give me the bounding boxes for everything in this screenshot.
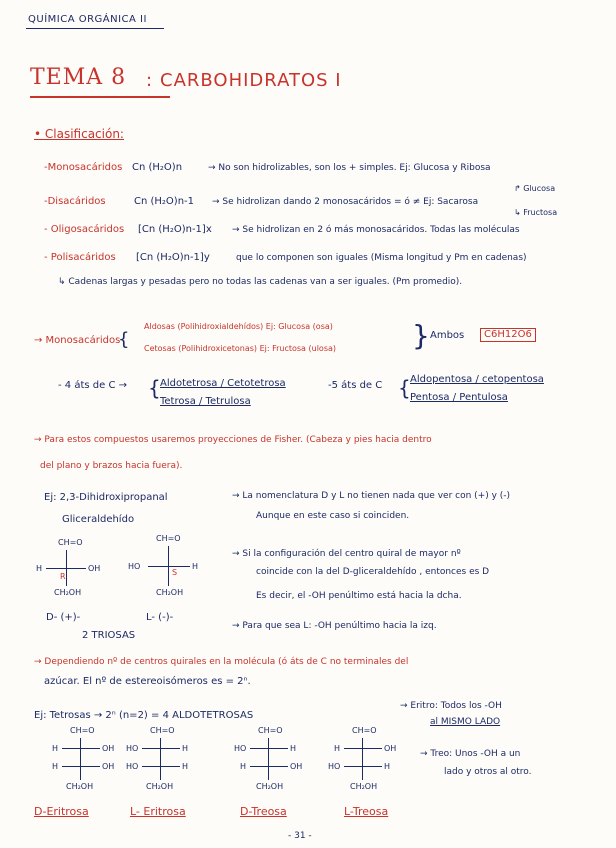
course-header: QUÍMICA ORGÁNICA II <box>28 14 147 25</box>
example-note-4: coincide con la del D-gliceraldehído , entonces es D <box>256 567 490 577</box>
tetrosa-bond-1 <box>142 748 180 749</box>
five-carbon-label: -5 áts de C <box>328 380 383 391</box>
five-carbon-brace: { <box>398 376 411 400</box>
title-underline <box>30 96 170 98</box>
l-config: S <box>172 568 178 577</box>
d-config: R <box>60 572 66 581</box>
tetrosa-bond-1 <box>344 748 382 749</box>
tetrosa-r1-right: H <box>182 744 189 753</box>
treo-note: → Treo: Unos -OH a un <box>420 749 521 759</box>
di-formula: Cn (H₂O)n-1 <box>134 196 195 207</box>
poli-label: - Polisacáridos <box>44 252 116 263</box>
di-label: -Disacáridos <box>44 196 106 207</box>
example-common-name: Gliceraldehído <box>62 514 135 525</box>
l-right-h: H <box>192 562 199 571</box>
tetrosa: Tetrosa / Tetrulosa <box>160 396 251 407</box>
tetrosa-r2-left: HO <box>328 762 341 771</box>
l-bottom-group: CH₂OH <box>156 588 184 597</box>
di-glucosa: ↱ Glucosa <box>514 184 556 193</box>
tetrosa-bond-2 <box>250 766 288 767</box>
tetrosa-bond-2 <box>142 766 180 767</box>
tetrosa-bond-2 <box>344 766 382 767</box>
pentosa: Pentosa / Pentulosa <box>410 392 508 403</box>
monosac-aldosas: Aldosas (Polihidroxialdehídos) Ej: Glucosa (osa) <box>144 322 333 331</box>
d-top-group: CH=O <box>58 538 83 547</box>
monosac-brace: { <box>118 329 130 350</box>
tetrosa-r1-left: HO <box>126 744 139 753</box>
tetrosas-example: Ej: Tetrosas → 2ⁿ (n=2) = 4 ALDOTETROSAS <box>34 710 254 721</box>
d-label: D- (+)- <box>46 612 81 623</box>
oligo-text: → Se hidrolizan en 2 ó más monosacáridos. Todas las moléculas <box>232 225 520 235</box>
tetrosa-bottom: CH₂OH <box>256 782 284 791</box>
mono-text: → No son hidrolizables, son los + simples. Ej: Glucosa y Ribosa <box>208 163 491 173</box>
eritro-note-2: al MISMO LADO <box>430 717 501 727</box>
tetrosa-name: L- Eritrosa <box>130 805 186 818</box>
tetrosa-r2-left: H <box>240 762 247 771</box>
d-bottom-group: CH₂OH <box>54 588 82 597</box>
monosac-formula-box: C6H12O6 <box>480 328 536 342</box>
example-note-3: → Si la configuración del centro quiral de mayor nº <box>232 549 461 559</box>
tetrosa-vertical-bond <box>268 738 269 780</box>
fischer-intro-2: del plano y brazos hacia fuera). <box>40 461 183 471</box>
oligo-formula: [Cn (H₂O)n-1]x <box>138 224 212 235</box>
tetrosa-structure-1 <box>34 726 124 822</box>
tetrosa-structure-2 <box>126 726 210 822</box>
tetrosa-bottom: CH₂OH <box>66 782 94 791</box>
tetrosa-r1-right: OH <box>384 744 397 753</box>
tetrosa-bond-2 <box>62 766 100 767</box>
title-topic: CARBOHIDRATOS I <box>160 70 342 91</box>
quiral-line-2: azúcar. El nº de estereoisómeros es = 2ⁿ. <box>44 676 251 687</box>
four-carbon-brace: { <box>148 376 161 400</box>
l-horizontal-bond <box>148 566 190 567</box>
title-colon: : <box>146 70 154 91</box>
example-note-2: Aunque en este caso si coinciden. <box>256 511 410 521</box>
tema-title: TEMA 8 <box>30 65 127 90</box>
tetrosa-vertical-bond <box>362 738 363 780</box>
quiral-line-1: → Dependiendo nº de centros quirales en la molécula (ó áts de C no terminales del <box>34 657 409 667</box>
header-underline <box>26 28 164 29</box>
tetrosa-vertical-bond <box>160 738 161 780</box>
poli-line2: ↳ Cadenas largas y pesadas pero no todas las cadenas van a ser iguales. (Pm promedio). <box>58 277 463 287</box>
d-right-oh: OH <box>88 564 101 573</box>
example-note-5: Es decir, el -OH penúltimo está hacia la dcha. <box>256 591 462 601</box>
tetrosa-name: D-Eritrosa <box>34 805 89 818</box>
tetrosa-bond-1 <box>250 748 288 749</box>
tetrosa-bottom: CH₂OH <box>350 782 378 791</box>
fischer-intro-1: → Para estos compuestos usaremos proyecciones de Fisher. (Cabeza y pies hacia dentro <box>34 435 432 445</box>
tetrosa-r1-left: H <box>52 744 59 753</box>
example-note-1: → La nomenclatura D y L no tienen nada que ver con (+) y (-) <box>232 491 511 501</box>
tetrosa-r1-right: H <box>290 744 297 753</box>
monosac-label: → Monosacáridos <box>34 335 121 346</box>
tetrosa-top: CH=O <box>352 726 377 735</box>
example-note-6: → Para que sea L: -OH penúltimo hacia la izq. <box>232 621 437 631</box>
monosac-close-brace: } <box>412 319 430 352</box>
tetrosa-name: D-Treosa <box>240 805 287 818</box>
mono-label: -Monosacáridos <box>44 162 123 173</box>
tetrosa-structure-3 <box>236 726 316 822</box>
tetrosa-top: CH=O <box>150 726 175 735</box>
tetrosa-r2-right: OH <box>102 762 115 771</box>
tetrosa-r1-left: H <box>334 744 341 753</box>
monosac-cetosas: Cetosas (Polihidroxicetonas) Ej: Fructosa (ulosa) <box>144 344 337 353</box>
triosas-label: 2 TRIOSAS <box>82 630 136 641</box>
tetrosa-bond-1 <box>62 748 100 749</box>
tetrosa-r2-right: H <box>384 762 391 771</box>
tetrosa-structure-4 <box>330 726 410 822</box>
d-horizontal-bond <box>46 568 86 569</box>
di-fructosa: ↳ Fructosa <box>514 208 558 217</box>
tetrosa-r1-right: OH <box>102 744 115 753</box>
tetrosa-r2-right: H <box>182 762 189 771</box>
eritro-note: → Eritro: Todos los -OH <box>400 701 502 711</box>
poli-formula: [Cn (H₂O)n-1]y <box>136 252 210 263</box>
tetrosa-r2-right: OH <box>290 762 303 771</box>
l-label: L- (-)- <box>146 612 174 623</box>
di-text: → Se hidrolizan dando 2 monosacáridos = ó ≠ Ej: Sacarosa <box>212 197 479 207</box>
l-left-ho: HO <box>128 562 141 571</box>
mono-formula: Cn (H₂O)n <box>132 162 183 173</box>
oligo-label: - Oligosacáridos <box>44 224 125 235</box>
page-number: - 31 - <box>288 831 312 841</box>
tetrosa-r1-left: HO <box>234 744 247 753</box>
tetrosa-r2-left: HO <box>126 762 139 771</box>
l-top-group: CH=O <box>156 534 181 543</box>
aldotetrosa: Aldotetrosa / Cetotetrosa <box>160 378 286 389</box>
clasificacion-heading: • Clasificación: <box>34 127 124 141</box>
poli-text: que lo componen son iguales (Misma longitud y Pm en cadenas) <box>236 253 527 263</box>
monosac-ambos: Ambos <box>430 330 465 341</box>
aldopentosa: Aldopentosa / cetopentosa <box>410 374 544 385</box>
tetrosa-r2-left: H <box>52 762 59 771</box>
four-carbon-label: - 4 áts de C → <box>58 380 127 391</box>
tetrosa-vertical-bond <box>80 738 81 780</box>
tetrosa-top: CH=O <box>258 726 283 735</box>
tetrosa-name: L-Treosa <box>344 805 389 818</box>
tetrosa-top: CH=O <box>70 726 95 735</box>
tetrosa-bottom: CH₂OH <box>146 782 174 791</box>
treo-note-2: lado y otros al otro. <box>444 767 532 777</box>
example-name: Ej: 2,3-Dihidroxipropanal <box>44 492 168 503</box>
d-left-h: H <box>36 564 43 573</box>
